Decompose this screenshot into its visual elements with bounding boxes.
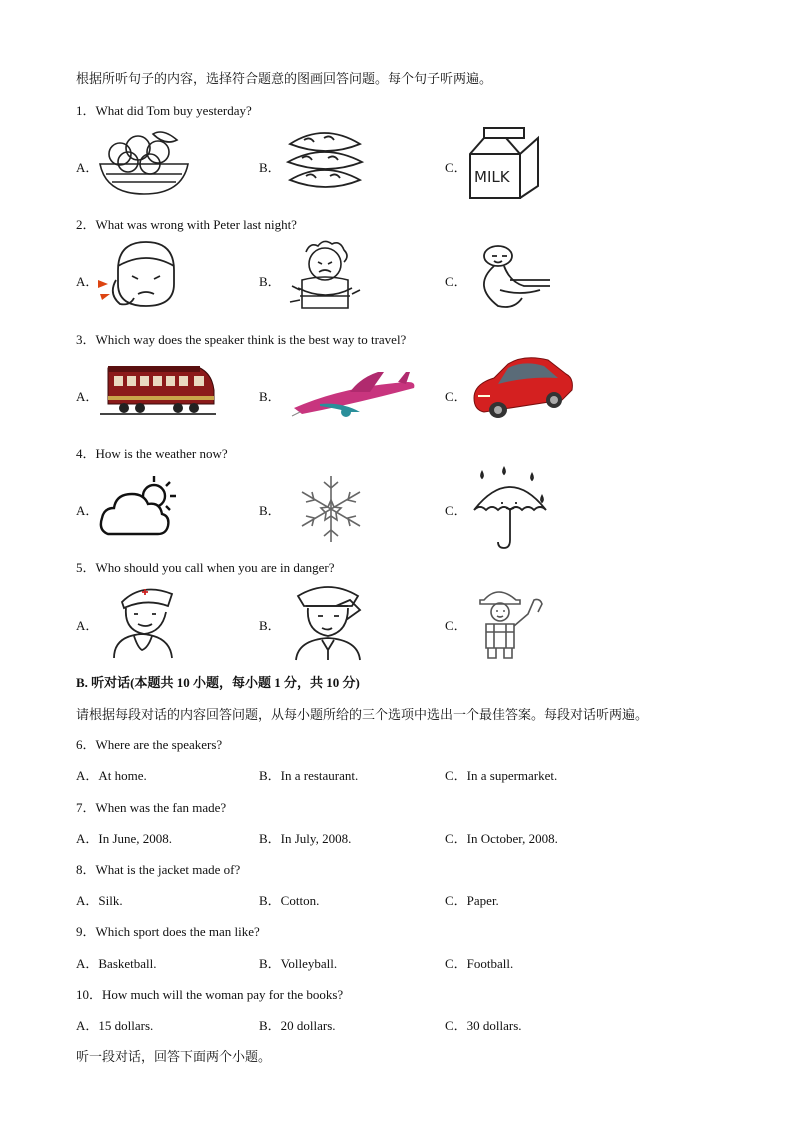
train-icon	[100, 362, 216, 416]
question-8: 8．What is the jacket made of?	[76, 862, 241, 877]
q6-option-c[interactable]: C．In a supermarket.	[445, 768, 558, 783]
part-b-footer: 听一段对话，回答下面两个小题。	[76, 1049, 272, 1064]
q8-option-b[interactable]: B．Cotton.	[259, 893, 320, 908]
q3-option-c[interactable]: C．	[445, 389, 467, 404]
q7-option-a[interactable]: A．In June, 2008.	[76, 831, 173, 846]
q10-option-c[interactable]: C．30 dollars.	[445, 1018, 522, 1033]
umbrella-rain-icon	[470, 466, 550, 550]
question-10: 10．How much will the woman pay for the books?	[76, 987, 344, 1002]
q3-option-a[interactable]: A．	[76, 389, 99, 404]
q1-option-b[interactable]: B．	[259, 160, 281, 175]
question-9: 9．Which sport does the man like?	[76, 924, 260, 939]
fruit-bowl-icon	[98, 126, 190, 196]
snowflake-icon	[294, 474, 368, 544]
question-3: 3．Which way does the speaker think is the best way to travel?	[76, 332, 407, 347]
q2-option-a[interactable]: A．	[76, 274, 99, 289]
q8-option-c[interactable]: C．Paper.	[445, 893, 499, 908]
part-a-instruction: 根据所听句子的内容，选择符合题意的图画回答问题。每个句子听两遍。	[76, 71, 493, 86]
q7-option-c[interactable]: C．In October, 2008.	[445, 831, 558, 846]
question-4: 4．How is the weather now?	[76, 446, 228, 461]
q4-option-c[interactable]: C．	[445, 503, 467, 518]
q2-option-b[interactable]: B．	[259, 274, 281, 289]
q8-option-a[interactable]: A．Silk.	[76, 893, 123, 908]
q10-option-b[interactable]: B．20 dollars.	[259, 1018, 336, 1033]
q5-option-b[interactable]: B．	[259, 618, 281, 633]
q4-option-b[interactable]: B．	[259, 503, 281, 518]
milk-label: MILK	[474, 168, 510, 186]
question-6: 6．Where are the speakers?	[76, 737, 223, 752]
q4-option-a[interactable]: A．	[76, 503, 99, 518]
question-5: 5．Who should you call when you are in danger?	[76, 560, 335, 575]
toothache-icon	[96, 240, 186, 308]
car-icon	[468, 354, 574, 424]
q10-option-a[interactable]: A．15 dollars.	[76, 1018, 154, 1033]
q9-option-c[interactable]: C．Football.	[445, 956, 514, 971]
part-b-heading: B. 听对话(本题共 10 小题，每小题 1 分，共 10 分)	[76, 675, 360, 690]
airplane-icon	[290, 368, 418, 420]
cloudy-sun-icon	[98, 472, 176, 542]
milk-carton-icon	[466, 124, 542, 202]
question-2: 2．What was wrong with Peter last night?	[76, 217, 297, 232]
question-1: 1．What did Tom buy yesterday?	[76, 103, 252, 118]
construction-worker-icon	[470, 584, 550, 660]
bread-rolls-icon	[284, 128, 366, 194]
q5-option-a[interactable]: A．	[76, 618, 99, 633]
question-7: 7．When was the fan made?	[76, 800, 227, 815]
q6-option-a[interactable]: A．At home.	[76, 768, 147, 783]
q9-option-a[interactable]: A．Basketball.	[76, 956, 157, 971]
q6-option-b[interactable]: B．In a restaurant.	[259, 768, 359, 783]
q2-option-c[interactable]: C．	[445, 274, 467, 289]
q5-option-c[interactable]: C．	[445, 618, 467, 633]
doctor-icon	[104, 584, 184, 660]
q3-option-b[interactable]: B．	[259, 389, 281, 404]
police-officer-icon	[290, 582, 364, 662]
q9-option-b[interactable]: B．Volleyball.	[259, 956, 338, 971]
tired-person-icon	[470, 244, 554, 312]
q7-option-b[interactable]: B．In July, 2008.	[259, 831, 352, 846]
stomachache-icon	[288, 240, 362, 312]
q1-option-a[interactable]: A．	[76, 160, 99, 175]
part-b-instruction: 请根据每段对话的内容回答问题，从每小题所给的三个选项中选出一个最佳答案。每段对话听两遍。	[76, 707, 649, 722]
q1-option-c[interactable]: C．	[445, 160, 467, 175]
